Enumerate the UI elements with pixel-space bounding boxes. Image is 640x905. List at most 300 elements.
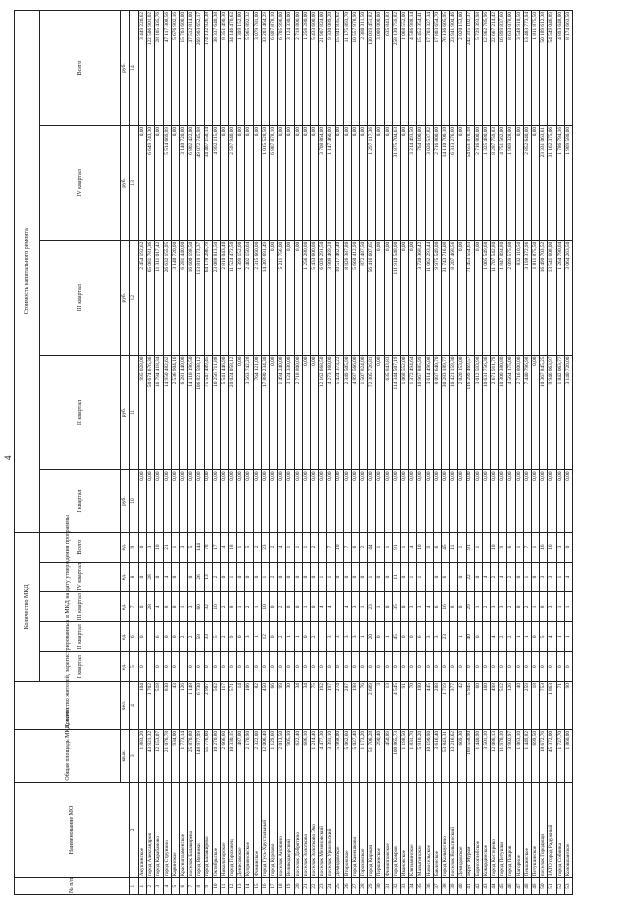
mkd-q2: 1 — [286, 622, 294, 652]
municipality-name: Клязьминское — [409, 782, 417, 878]
mkd-q2: 3 — [351, 622, 359, 652]
cost-q2: 14 950 482,62 — [163, 355, 171, 470]
cost-q2: 2 536 904,16 — [171, 355, 179, 470]
mkd-q2: 3 — [245, 622, 253, 652]
municipality-name: город Петушки — [499, 782, 507, 878]
cost-q2: 3 124 330,00 — [286, 355, 294, 470]
residents-count: 42 — [458, 682, 466, 730]
cost-q4: 6 802 422,00 — [188, 125, 196, 240]
row-number: 14 — [245, 878, 253, 895]
cost-total: 50 189 612,38 — [540, 11, 548, 126]
mkd-q4: 0 — [335, 562, 343, 592]
table-row — [229, 11, 237, 895]
mkd-q2: 2 — [310, 622, 318, 652]
mkd-q3: 2 — [507, 592, 515, 622]
mkd-q4: 1 — [556, 562, 564, 592]
cost-total: 22 667 214,42 — [491, 11, 499, 126]
cost-q2: 635 843,83 — [384, 355, 392, 470]
table-row — [212, 11, 220, 895]
mkd-q3: 3 — [409, 592, 417, 622]
cost-total: 10 557 978,90 — [351, 11, 359, 126]
row-number: 10 — [212, 878, 220, 895]
cost-q3: 64 178 286,79 — [204, 240, 212, 355]
mkd-q2: 4 — [491, 622, 499, 652]
row-number: 9 — [204, 878, 212, 895]
cost-q2: 4 564 175,00 — [507, 355, 515, 470]
cost-q2: 16 794 418,34 — [155, 355, 163, 470]
table-row — [548, 11, 556, 895]
mkd-q4: 4 — [499, 562, 507, 592]
mkd-q3: 6 — [433, 592, 441, 622]
mkd-q1: 0 — [532, 652, 540, 682]
cost-q4: 0,00 — [458, 125, 466, 240]
row-number: 33 — [401, 878, 409, 895]
cost-q2: 12 162 668,50 — [319, 355, 327, 470]
mkd-q4: 0 — [220, 562, 228, 592]
row-number: 15 — [253, 878, 261, 895]
mkd-q1: 0 — [139, 652, 147, 682]
column-number: 3 — [130, 729, 139, 782]
cost-q2: 2 671 911,79 — [491, 355, 499, 470]
total-area: 1 214,40 — [310, 729, 318, 782]
column-number-row — [130, 11, 139, 895]
cost-q2: 4 273 160,00 — [327, 355, 335, 470]
row-number: 19 — [286, 878, 294, 895]
cost-q3: 0,00 — [474, 240, 482, 355]
mkd-q3: 2 — [220, 592, 228, 622]
total-area: 55 776,60 — [204, 729, 212, 782]
cost-q3: 56 416 607,65 — [368, 240, 376, 355]
mkd-q1: 0 — [327, 652, 335, 682]
table-row — [376, 11, 384, 895]
cost-q3: 65 081 781,36 — [147, 240, 155, 355]
mkd-total: 0 — [139, 532, 147, 562]
mkd-q1: 0 — [384, 652, 392, 682]
cost-q4: 0,00 — [171, 125, 179, 240]
cost-q2: 3 614 496,08 — [425, 355, 433, 470]
mkd-total: 2 — [310, 532, 318, 562]
mkd-q3: 3 — [188, 592, 196, 622]
residents-count: 5 945 — [466, 682, 474, 730]
cost-q4: 4 992 115,00 — [212, 125, 220, 240]
residents-count: 76 — [360, 682, 368, 730]
cost-total: 34 146 470,62 — [229, 11, 237, 126]
municipality-name: Краснопламенское — [179, 782, 187, 878]
cost-total: 258 130 759,82 — [392, 11, 400, 126]
table-row — [540, 11, 548, 895]
mkd-q3: 1 — [376, 592, 384, 622]
cost-q1: 0,00 — [245, 470, 253, 532]
total-area: 12 006,40 — [261, 729, 269, 782]
municipality-name: Борисоглебское — [474, 782, 482, 878]
mkd-q2: 23 — [441, 622, 449, 652]
total-area: 905,10 — [286, 729, 294, 782]
cost-q1: 0,00 — [507, 470, 515, 532]
row-number: 48 — [523, 878, 531, 895]
residents-count: 99 — [278, 682, 286, 730]
mkd-q1: 0 — [441, 652, 449, 682]
mkd-total: 91 — [392, 532, 400, 562]
cost-total: 17 703 327,34 — [425, 11, 433, 126]
table-row — [343, 11, 351, 895]
total-area: 3 501,10 — [482, 729, 490, 782]
cost-total: 5 433 600,00 — [310, 11, 318, 126]
cost-q1: 0,00 — [515, 470, 523, 532]
cost-total: 4 586 988,14 — [409, 11, 417, 126]
residents-count: 3 — [376, 682, 384, 730]
row-number: 8 — [196, 878, 204, 895]
cost-q2: 1 842 063,77 — [556, 355, 564, 470]
municipality-name: город Гусь-Хрустальный — [261, 782, 269, 878]
cost-q1: 0,00 — [204, 470, 212, 532]
cost-q1: 0,00 — [482, 470, 490, 532]
total-area: 25 870,80 — [188, 729, 196, 782]
mkd-q3: 1 — [532, 592, 540, 622]
cost-q3: 2 315 660,00 — [253, 240, 261, 355]
total-area: 3 616,40 — [433, 729, 441, 782]
cost-q2: 3 012 593,98 — [474, 355, 482, 470]
unit-area: кв.м. — [121, 729, 130, 782]
mkd-q2: 2 — [507, 622, 515, 652]
mkd-q2: 58 — [196, 622, 204, 652]
residents-count: 498 — [491, 682, 499, 730]
residents-count: 190 — [417, 682, 425, 730]
mkd-q2: 0 — [474, 622, 482, 652]
mkd-q2: 3 — [343, 622, 351, 652]
cost-q1: 0,00 — [278, 470, 286, 532]
mkd-total: 4 — [278, 532, 286, 562]
mkd-q4: 28 — [147, 562, 155, 592]
total-area: 12 086,13 — [491, 729, 499, 782]
cost-q1: 0,00 — [433, 470, 441, 532]
cost-q4: 0,00 — [237, 125, 245, 240]
cost-q2: 0,00 — [302, 355, 310, 470]
mkd-q2: 0 — [171, 622, 179, 652]
header-cost-q4: IV квартал — [40, 125, 121, 240]
mkd-q3: 2 — [482, 592, 490, 622]
table-row — [360, 11, 368, 895]
total-area: 934,00 — [171, 729, 179, 782]
mkd-q1: 0 — [335, 652, 343, 682]
row-number: 6 — [179, 878, 187, 895]
cost-q1: 0,00 — [499, 470, 507, 532]
cost-q1: 0,00 — [491, 470, 499, 532]
table-row — [261, 11, 269, 895]
cost-q3: 10 517 462,40 — [335, 240, 343, 355]
total-area: 2 013,50 — [278, 729, 286, 782]
cost-q1: 0,00 — [179, 470, 187, 532]
header-q4: IV квартал — [40, 562, 121, 592]
total-area: 1 773,14 — [179, 729, 187, 782]
cost-q1: 0,00 — [401, 470, 409, 532]
residents-count: 14 — [237, 682, 245, 730]
cost-q4: 3 708 864,00 — [319, 125, 327, 240]
cost-q4: 0,00 — [515, 125, 523, 240]
cost-q2: 0,00 — [376, 355, 384, 470]
municipality-name: поселок Золотково — [302, 782, 310, 878]
cost-q1: 0,00 — [409, 470, 417, 532]
mkd-q3: 0 — [171, 592, 179, 622]
mkd-q1: 0 — [458, 652, 466, 682]
mkd-q1: 0 — [163, 652, 171, 682]
mkd-q4: 4 — [163, 562, 171, 592]
cost-q3: 0,00 — [286, 240, 294, 355]
cost-q2: 1 068 552,00 — [401, 355, 409, 470]
mkd-q3: 8 — [450, 592, 458, 622]
residents-count: 34 — [302, 682, 310, 730]
mkd-q2: 3 — [335, 622, 343, 652]
mkd-q3: 1 — [360, 592, 368, 622]
mkd-q2: 2 — [179, 622, 187, 652]
column-number: 8 — [130, 562, 139, 592]
cost-q4: 31 162 375,06 — [548, 125, 556, 240]
cost-q2: 2 020 153,00 — [458, 355, 466, 470]
cost-q1: 0,00 — [212, 470, 220, 532]
mkd-q1: 0 — [409, 652, 417, 682]
cost-q4: 1 969 580,00 — [564, 125, 572, 240]
cost-q3: 0,00 — [401, 240, 409, 355]
residents-count: 126 — [179, 682, 187, 730]
table-row — [458, 11, 466, 895]
mkd-q4: 1 — [417, 562, 425, 592]
unit-count-q2: ед. — [121, 622, 130, 652]
residents-count: 287 — [343, 682, 351, 730]
mkd-total: 45 — [441, 532, 449, 562]
total-area: 4 477,30 — [319, 729, 327, 782]
cost-q4: 0,00 — [343, 125, 351, 240]
column-number: 10 — [130, 470, 139, 532]
mkd-q2: 33 — [204, 622, 212, 652]
mkd-total — [482, 532, 490, 562]
cost-q3: 0,00 — [294, 240, 302, 355]
mkd-q1: 0 — [401, 652, 409, 682]
total-area: 1 440,90 — [474, 729, 482, 782]
residents-count: 259 — [523, 682, 531, 730]
cost-q4: 0,00 — [351, 125, 359, 240]
table-row — [523, 11, 531, 895]
cost-total: 23 941 904,46 — [450, 11, 458, 126]
mkd-total: 1 — [401, 532, 409, 562]
mkd-total: 144 — [196, 532, 204, 562]
residents-count: 571 — [229, 682, 237, 730]
cost-q1: 0,00 — [450, 470, 458, 532]
total-area: 2 322,00 — [253, 729, 261, 782]
mkd-q1: 0 — [302, 652, 310, 682]
mkd-q1: 0 — [515, 652, 523, 682]
mkd-q4: 3 — [548, 562, 556, 592]
cost-q4: 0,00 — [155, 125, 163, 240]
cost-total: 8 633 078,00 — [507, 11, 515, 126]
municipality-name: Филипповское — [384, 782, 392, 878]
cost-total: 3 079 781,00 — [253, 11, 261, 126]
mkd-q3: 4 — [155, 592, 163, 622]
mkd-q3: 0 — [139, 592, 147, 622]
residents-count: 2 907 — [204, 682, 212, 730]
mkd-q1: 0 — [351, 652, 359, 682]
table-row — [302, 11, 310, 895]
table-row — [163, 11, 171, 895]
table-row — [491, 11, 499, 895]
table-row — [507, 11, 515, 895]
mkd-q3: 8 — [540, 592, 548, 622]
cost-q4: 49 072 745,98 — [196, 125, 204, 240]
residents-count: 90 — [564, 682, 572, 730]
cost-q3: 1 256 280,00 — [302, 240, 310, 355]
row-number: 24 — [327, 878, 335, 895]
row-number: 4 — [163, 878, 171, 895]
mkd-q3: 1 — [474, 592, 482, 622]
municipality-name: Малыгинское — [417, 782, 425, 878]
mkd-q4: 0 — [237, 562, 245, 592]
cost-total: 1 811 875,50 — [532, 11, 540, 126]
cost-q3: 1 005 549,60 — [482, 240, 490, 355]
residents-count: 274 — [335, 682, 343, 730]
cost-q3: 0,00 — [376, 240, 384, 355]
table-row — [433, 11, 441, 895]
mkd-q2: 0 — [139, 622, 147, 652]
cost-q2: 0,00 — [532, 355, 540, 470]
total-area: 622,40 — [294, 729, 302, 782]
mkd-q1: 0 — [286, 652, 294, 682]
cost-q1: 0,00 — [360, 470, 368, 532]
cost-q4: 54 651 878,18 — [466, 125, 474, 240]
residents-count: 377 — [450, 682, 458, 730]
header-cost: Стоимость капитального ремонта — [15, 11, 40, 533]
table-row — [482, 11, 490, 895]
table-row — [196, 11, 204, 895]
table-row — [384, 11, 392, 895]
cost-q2: 1 494 240,00 — [278, 355, 286, 470]
cost-total: 6 887 878,10 — [270, 11, 278, 126]
mkd-q2 — [482, 622, 490, 652]
mkd-q4: 0 — [253, 562, 261, 592]
cost-q4: 1 147 460,00 — [327, 125, 335, 240]
total-area: 1 831,70 — [409, 729, 417, 782]
cost-total: 130 019 451,82 — [368, 11, 376, 126]
mkd-q3: 0 — [294, 592, 302, 622]
table-row — [253, 11, 261, 895]
row-number: 3 — [155, 878, 163, 895]
cost-q3: 6 281 440,00 — [179, 240, 187, 355]
cost-q3: 8 207 468,56 — [450, 240, 458, 355]
unit-people: чел. — [121, 682, 130, 730]
cost-total: 5 729 393,98 — [474, 11, 482, 126]
mkd-q4: 1 — [523, 562, 531, 592]
cost-q2: 10 967 885,99 — [417, 355, 425, 470]
mkd-q4: 1 — [261, 562, 269, 592]
total-area: 10 330,15 — [229, 729, 237, 782]
row-number: 52 — [556, 878, 564, 895]
cost-total: 2 380 311,50 — [360, 11, 368, 126]
row-number: 42 — [474, 878, 482, 895]
mkd-q1: 0 — [237, 652, 245, 682]
mkd-total: 1 — [302, 532, 310, 562]
municipality-name: Нагорное — [515, 782, 523, 878]
total-area: 53 843,31 — [441, 729, 449, 782]
mkd-q3: 0 — [515, 592, 523, 622]
cost-total: 1 068 552,00 — [401, 11, 409, 126]
mkd-q4: 0 — [139, 562, 147, 592]
cost-q1: 0,00 — [147, 470, 155, 532]
row-number: 35 — [417, 878, 425, 895]
mkd-q1: 0 — [368, 652, 376, 682]
table-row — [515, 11, 523, 895]
cost-q3: 3 720 368,42 — [417, 240, 425, 355]
total-area: 487,00 — [237, 729, 245, 782]
mkd-q4: 0 — [474, 562, 482, 592]
total-area: 1 727,70 — [556, 729, 564, 782]
cost-q2: 50 674 676,36 — [147, 355, 155, 470]
residents-count: 13 — [384, 682, 392, 730]
row-number: 16 — [261, 878, 269, 895]
mkd-total: 9 — [499, 532, 507, 562]
cost-q1: 0,00 — [564, 470, 572, 532]
unit-rub-q4: руб. — [121, 125, 130, 240]
cost-q4: 0,00 — [139, 125, 147, 240]
mkd-q4: 1 — [229, 562, 237, 592]
mkd-total: 7 — [327, 532, 335, 562]
municipality-name: округ Муром — [466, 782, 474, 878]
mkd-q1: 0 — [229, 652, 237, 682]
mkd-q4: 0 — [171, 562, 179, 592]
mkd-q4: 0 — [384, 562, 392, 592]
mkd-q3: 8 — [229, 592, 237, 622]
cost-q4: 2 852 640,00 — [523, 125, 531, 240]
mkd-q2: 2 — [220, 622, 228, 652]
cost-q1: 0,00 — [237, 470, 245, 532]
municipality-name: город Струнино — [163, 782, 171, 878]
cost-total: 4 893 648,00 — [556, 11, 564, 126]
mkd-total: 10 — [155, 532, 163, 562]
residents-count: 126 — [507, 682, 515, 730]
mkd-total: 1 — [532, 532, 540, 562]
mkd-q1: 0 — [425, 652, 433, 682]
municipality-name: поселок Золотково Эко — [310, 782, 318, 878]
mkd-q2: 3 — [425, 622, 433, 652]
mkd-q1: 0 — [220, 652, 228, 682]
residents-count: 4 545 — [392, 682, 400, 730]
cost-total: 3 548 910,50 — [515, 11, 523, 126]
cost-total: 54 549 046,89 — [548, 11, 556, 126]
mkd-q4: 1 — [409, 562, 417, 592]
municipality-name: Демидовское — [458, 782, 466, 878]
total-area: 148 977,99 — [196, 729, 204, 782]
cost-q2: 764 121,00 — [253, 355, 261, 470]
cost-total: 635 843,83 — [384, 11, 392, 126]
column-number: 12 — [130, 240, 139, 355]
mkd-q4: 2 — [270, 562, 278, 592]
unit-rub-q3: руб. — [121, 240, 130, 355]
table-row — [204, 11, 212, 895]
municipality-name: Пекшинское — [523, 782, 531, 878]
mkd-q3: 1 — [253, 592, 261, 622]
cost-total: 13 483 773,94 — [523, 11, 531, 126]
municipality-name: город Гороховец — [229, 782, 237, 878]
mkd-q1: 0 — [507, 652, 515, 682]
row-number: 37 — [433, 878, 441, 895]
cost-q4: 0,00 — [384, 125, 392, 240]
mkd-total: 1 — [237, 532, 245, 562]
header-area: Общая площадь МКД, всего — [15, 729, 121, 782]
row-number: 11 — [220, 878, 228, 895]
cost-q1: 0,00 — [310, 470, 318, 532]
cost-q2: 72 305 726,81 — [368, 355, 376, 470]
mkd-q1: 0 — [466, 652, 474, 682]
mkd-total: 9 — [425, 532, 433, 562]
cost-total: 37 512 814,00 — [188, 11, 196, 126]
mkd-q2: 20 — [368, 622, 376, 652]
cost-q2: 5 541 446,90 — [220, 355, 228, 470]
